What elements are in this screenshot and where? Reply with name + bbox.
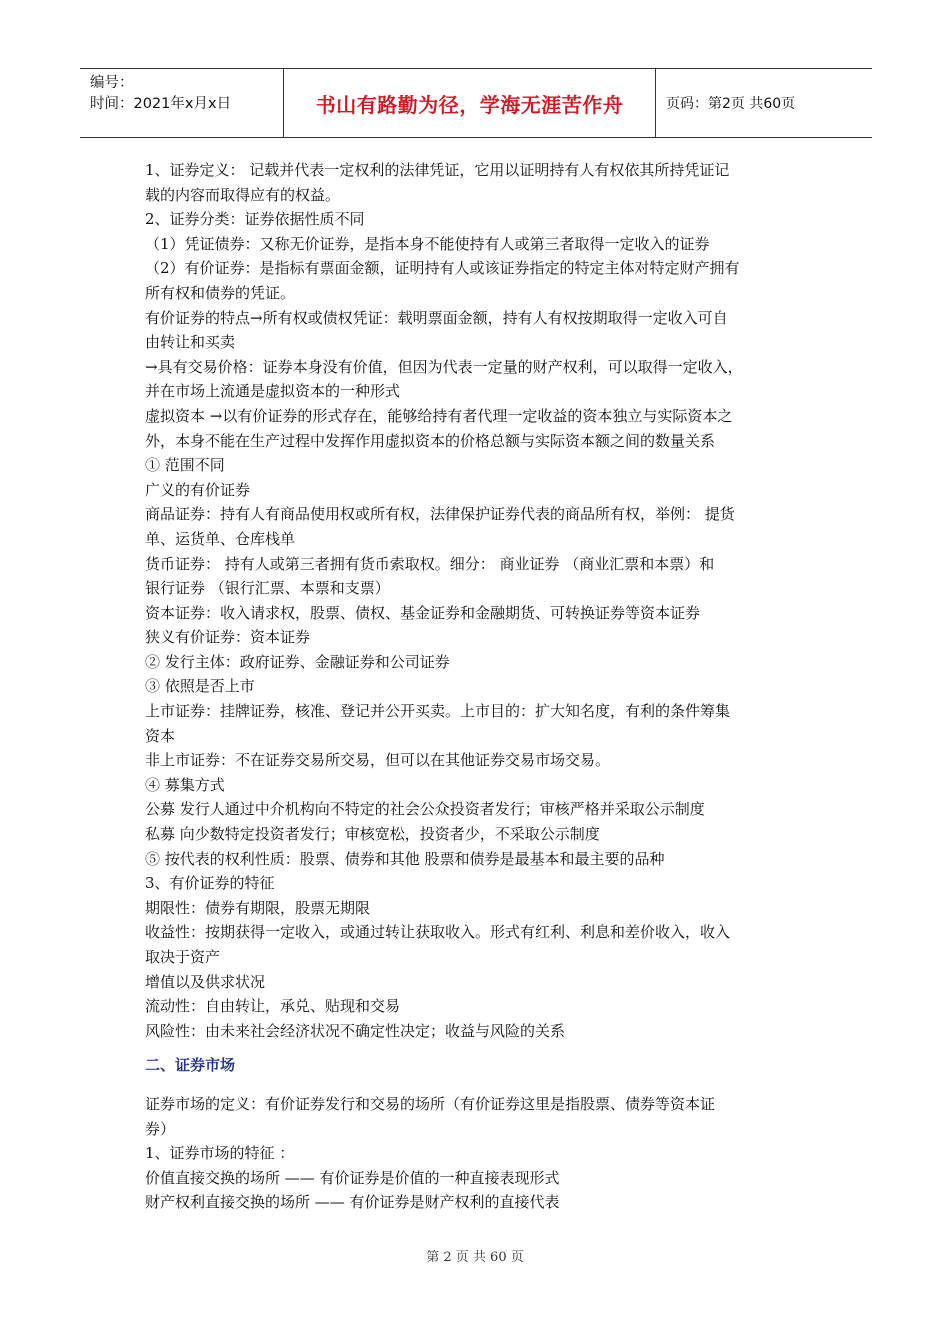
text-line: 风险性：由未来社会经济状况不确定性决定；收益与风险的关系	[145, 1021, 566, 1040]
header-left-cell	[80, 69, 283, 137]
text-line: ④ 募集方式	[145, 775, 225, 794]
text-line: ① 范围不同	[145, 456, 225, 475]
text-line: 有价证券的特点→所有权或债权凭证：载明票面金额，持有人有权按期取得一定收入可自	[145, 308, 728, 327]
text-line: ⑤ 按代表的权利性质：股票、债券和其他 股票和债券是最基本和最主要的品种	[145, 849, 665, 868]
text-line: 货币证券： 持有人或第三者拥有货币索取权。细分： 商业证券 （商业汇票和本票）和	[145, 554, 715, 573]
text-line: 1、证券市场的特征 ：	[145, 1144, 295, 1163]
text-line: 外，本身不能在生产过程中发挥作用虚拟资本的价格总额与实际资本额之间的数量关系	[145, 431, 716, 450]
page-header	[80, 68, 872, 138]
text-line: 证券市场的定义：有价证券发行和交易的场所（有价证券这里是指股票、债券等资本证	[145, 1094, 716, 1113]
document-body	[145, 158, 813, 1215]
page-footer: 第 2 页 共 60 页	[426, 1250, 524, 1265]
text-line: 券）	[145, 1119, 176, 1138]
text-line: 1、证券定义： 记载并代表一定权利的法律凭证，它用以证明持有人有权依其所持凭证记	[145, 161, 730, 179]
text-line: 虚拟资本 →以有价证券的形式存在，能够给持有者代理一定收益的资本独立与实际资本之	[145, 406, 733, 425]
text-line: 狭义有价证券：资本证券	[145, 628, 311, 647]
header-page-info: 页码：第2页 共60页	[666, 96, 796, 112]
text-line: 2、证券分类：证券依据性质不同	[145, 210, 365, 229]
section-heading: 二、证券市场	[145, 1056, 236, 1075]
text-line: 流动性：自由转让，承兑、贴现和交易	[145, 997, 401, 1016]
text-line: 资本证券：收入请求权，股票、债权、基金证券和金融期货、可转换证券等资本证券	[145, 603, 701, 622]
text-line: 商品证券：持有人有商品使用权或所有权，法律保护证券代表的商品所有权，举例： 提货	[145, 505, 735, 524]
text-line: 单、运货单、仓库栈单	[145, 529, 296, 548]
text-line: 财产权利直接交换的场所 —— 有价证券是财产权利的直接代表	[145, 1193, 560, 1212]
text-line: 增值以及供求状况	[145, 972, 266, 991]
text-line: 广义的有价证券	[145, 480, 251, 499]
text-line: 所有权和债券的凭证。	[145, 283, 296, 302]
text-line: 资本	[145, 726, 176, 745]
document-number-label: 编号：	[90, 75, 134, 91]
text-line: 期限性：债券有期限，股票无期限	[145, 898, 371, 917]
text-line: →具有交易价格：证券本身没有价值，但因为代表一定量的财产权利，可以取得一定收入，	[145, 357, 743, 376]
text-line: （2）有价证券：是指标有票面金额，证明持有人或该证券指定的特定主体对特定财产拥有	[145, 259, 740, 278]
body-part-1	[145, 158, 813, 1043]
document-date: 时间：2021年x月x日	[90, 96, 232, 112]
text-line: 由转让和买卖	[145, 333, 236, 352]
text-line: 非上市证券：不在证券交易所交易，但可以在其他证券交易市场交易。	[145, 751, 611, 770]
text-line: 价值直接交换的场所 —— 有价证券是价值的一种直接表现形式	[145, 1168, 560, 1187]
header-motto: 书山有路勤为径，学海无涯苦作舟	[283, 69, 656, 137]
text-line: 并在市场上流通是虚拟资本的一种形式	[145, 382, 401, 401]
text-line: ② 发行主体：政府证券、金融证券和公司证券	[145, 652, 450, 671]
text-line: 载的内容而取得应有的权益。	[145, 185, 341, 204]
body-part-2	[145, 1092, 813, 1215]
text-line: 公募 发行人通过中介机构向不特定的社会公众投资者发行；审核严格并采取公示制度	[145, 800, 705, 819]
text-line: ③ 依照是否上市	[145, 677, 255, 696]
text-line: 上市证券：挂牌证券，核准、登记并公开买卖。上市目的：扩大知名度，有利的条件筹集	[145, 702, 731, 721]
text-line: 银行证券 （银行汇票、本票和支票）	[145, 579, 390, 598]
text-line: 取决于资产	[145, 948, 221, 966]
text-line: （1）凭证债券：又称无价证券，是指本身不能使持有人或第三者取得一定收入的证券	[145, 234, 710, 253]
text-line: 3、有价证券的特征	[145, 874, 275, 893]
text-line: 私募 向少数特定投资者发行；审核宽松，投资者少，不采取公示制度	[145, 825, 600, 844]
text-line: 收益性：按期获得一定收入，或通过转让获取收入。形式有红利、利息和差价收入，收入	[145, 923, 731, 942]
